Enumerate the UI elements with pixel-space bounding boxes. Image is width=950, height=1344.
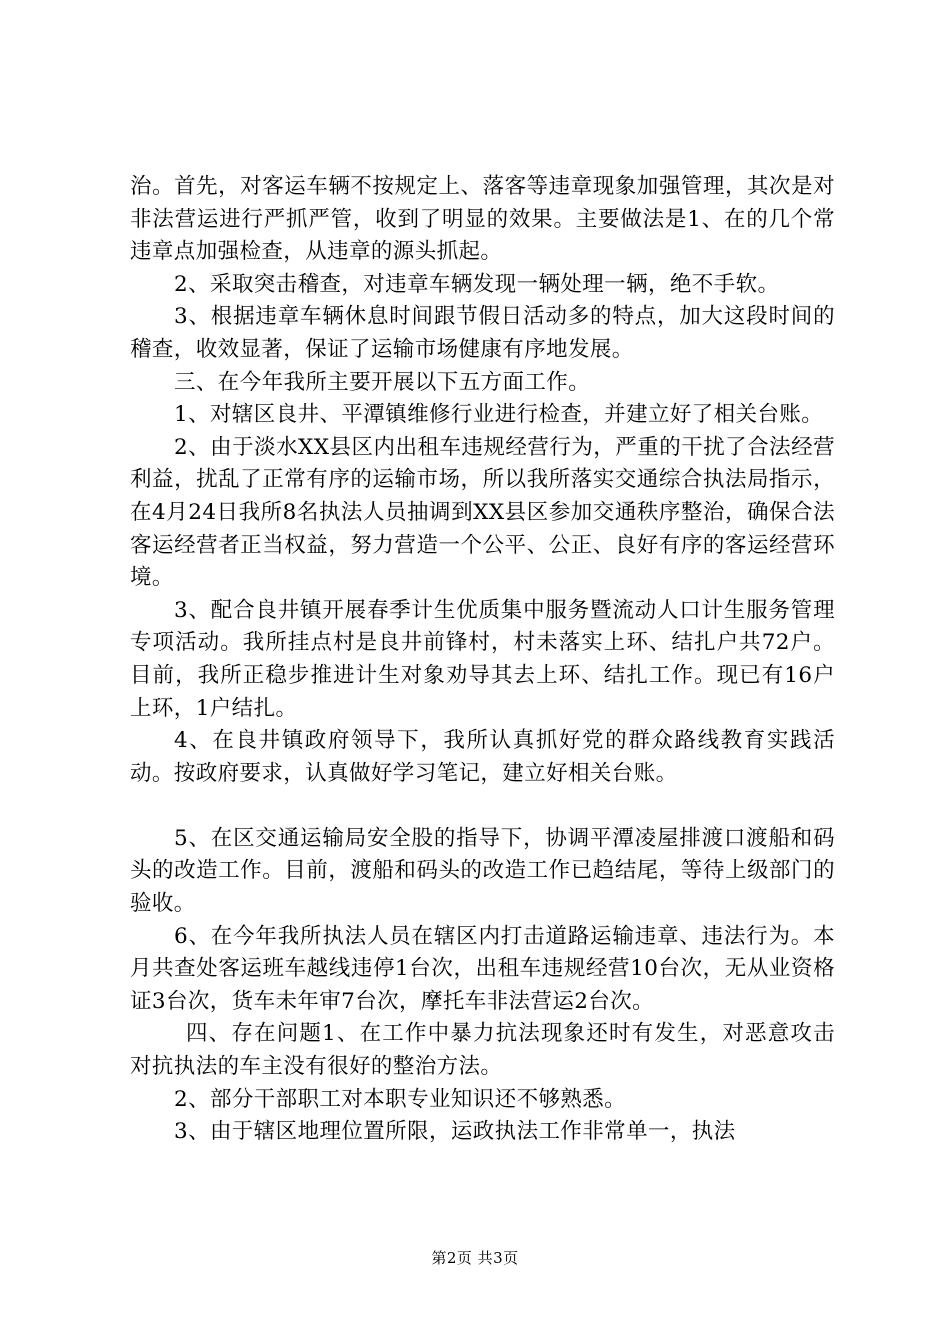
paragraph-work-3-family-planning: 3、配合良井镇开展春季计生优质集中服务暨流动人口计生服务管理专项活动。我所挂点村是良井前锋村，村未落实上环、结扎户共72户。目前，我所正稳步推进计生对象劝导其去上环、结扎工作。现已有16户上环，1户结扎。 [130,597,835,721]
paragraph-work-1-repair-inspection: 1、对辖区良井、平潭镇维修行业进行检查，并建立好了相关台账。 [174,402,824,428]
paragraph-problem-3: 3、由于辖区地理位置所限，运政执法工作非常单一，执法 [174,1119,736,1145]
paragraph-continuation: 治。首先，对客运车辆不按规定上、落客等违章现象加强管理，其次是对非法营运进行严抓严管，收到了明显的效果。主要做法是1、在的几个常违章点加强检查，从违章的源头抓起。 [130,174,835,265]
paragraph-work-4-mass-line-education: 4、在良井镇政府领导下，我所认真抓好党的群众路线教育实践活动。按政府要求，认真做好学习笔记，建立好相关台账。 [130,728,835,786]
paragraph-item-2-surprise-inspection: 2、采取突击稽查，对违章车辆发现一辆处理一辆，绝不手软。 [174,271,780,297]
paragraph-work-5-ferry-renovation: 5、在区交通运输局安全股的指导下，协调平潭凌屋排渡口渡船和码头的改造工作。目前，渡船和码头的改造工作已趋结尾，等待上级部门的验收。 [130,825,835,917]
paragraph-problem-2: 2、部分干部职工对本职专业知识还不够熟悉。 [174,1086,627,1112]
page-number-footer: 第2页 共3页 [431,1249,519,1267]
blank-line [130,790,835,823]
document-body [130,171,835,1149]
section-heading-three: 三、在今年我所主要开展以下五方面工作。 [174,369,591,395]
paragraph-work-6-enforcement-stats: 6、在今年我所执法人员在辖区内打击道路运输违章、违法行为。本月共查处客运班车越线违停1台次，出租车违规经营10台次，无从业资格证3台次，货车未年审7台次，摩托车非法营运2台次。 [130,923,835,1014]
paragraph-work-2-taxi-regulation: 2、由于淡水XX县区内出租车违规经营行为，严重的干扰了合法经营利益，扰乱了正常有序的运输市场，所以我所落实交通综合执法局指示，在4月24日我所8名执法人员抽调到XX县区参加交通秩序整治，确保合法客运经营者正当权益，努力营造一个公平、公正、良好有序的客运经营环境。 [130,434,835,591]
paragraph-item-3-holiday-inspection: 3、根据违章车辆休息时间跟节假日活动多的特点，加大这段时间的稽查，收效显著，保证了运输市场健康有序地发展。 [130,304,835,362]
section-heading-four-problems: 四、存在问题1、在工作中暴力抗法现象还时有发生，对恶意攻击对抗执法的车主没有很好的整治方法。 [130,1021,835,1080]
